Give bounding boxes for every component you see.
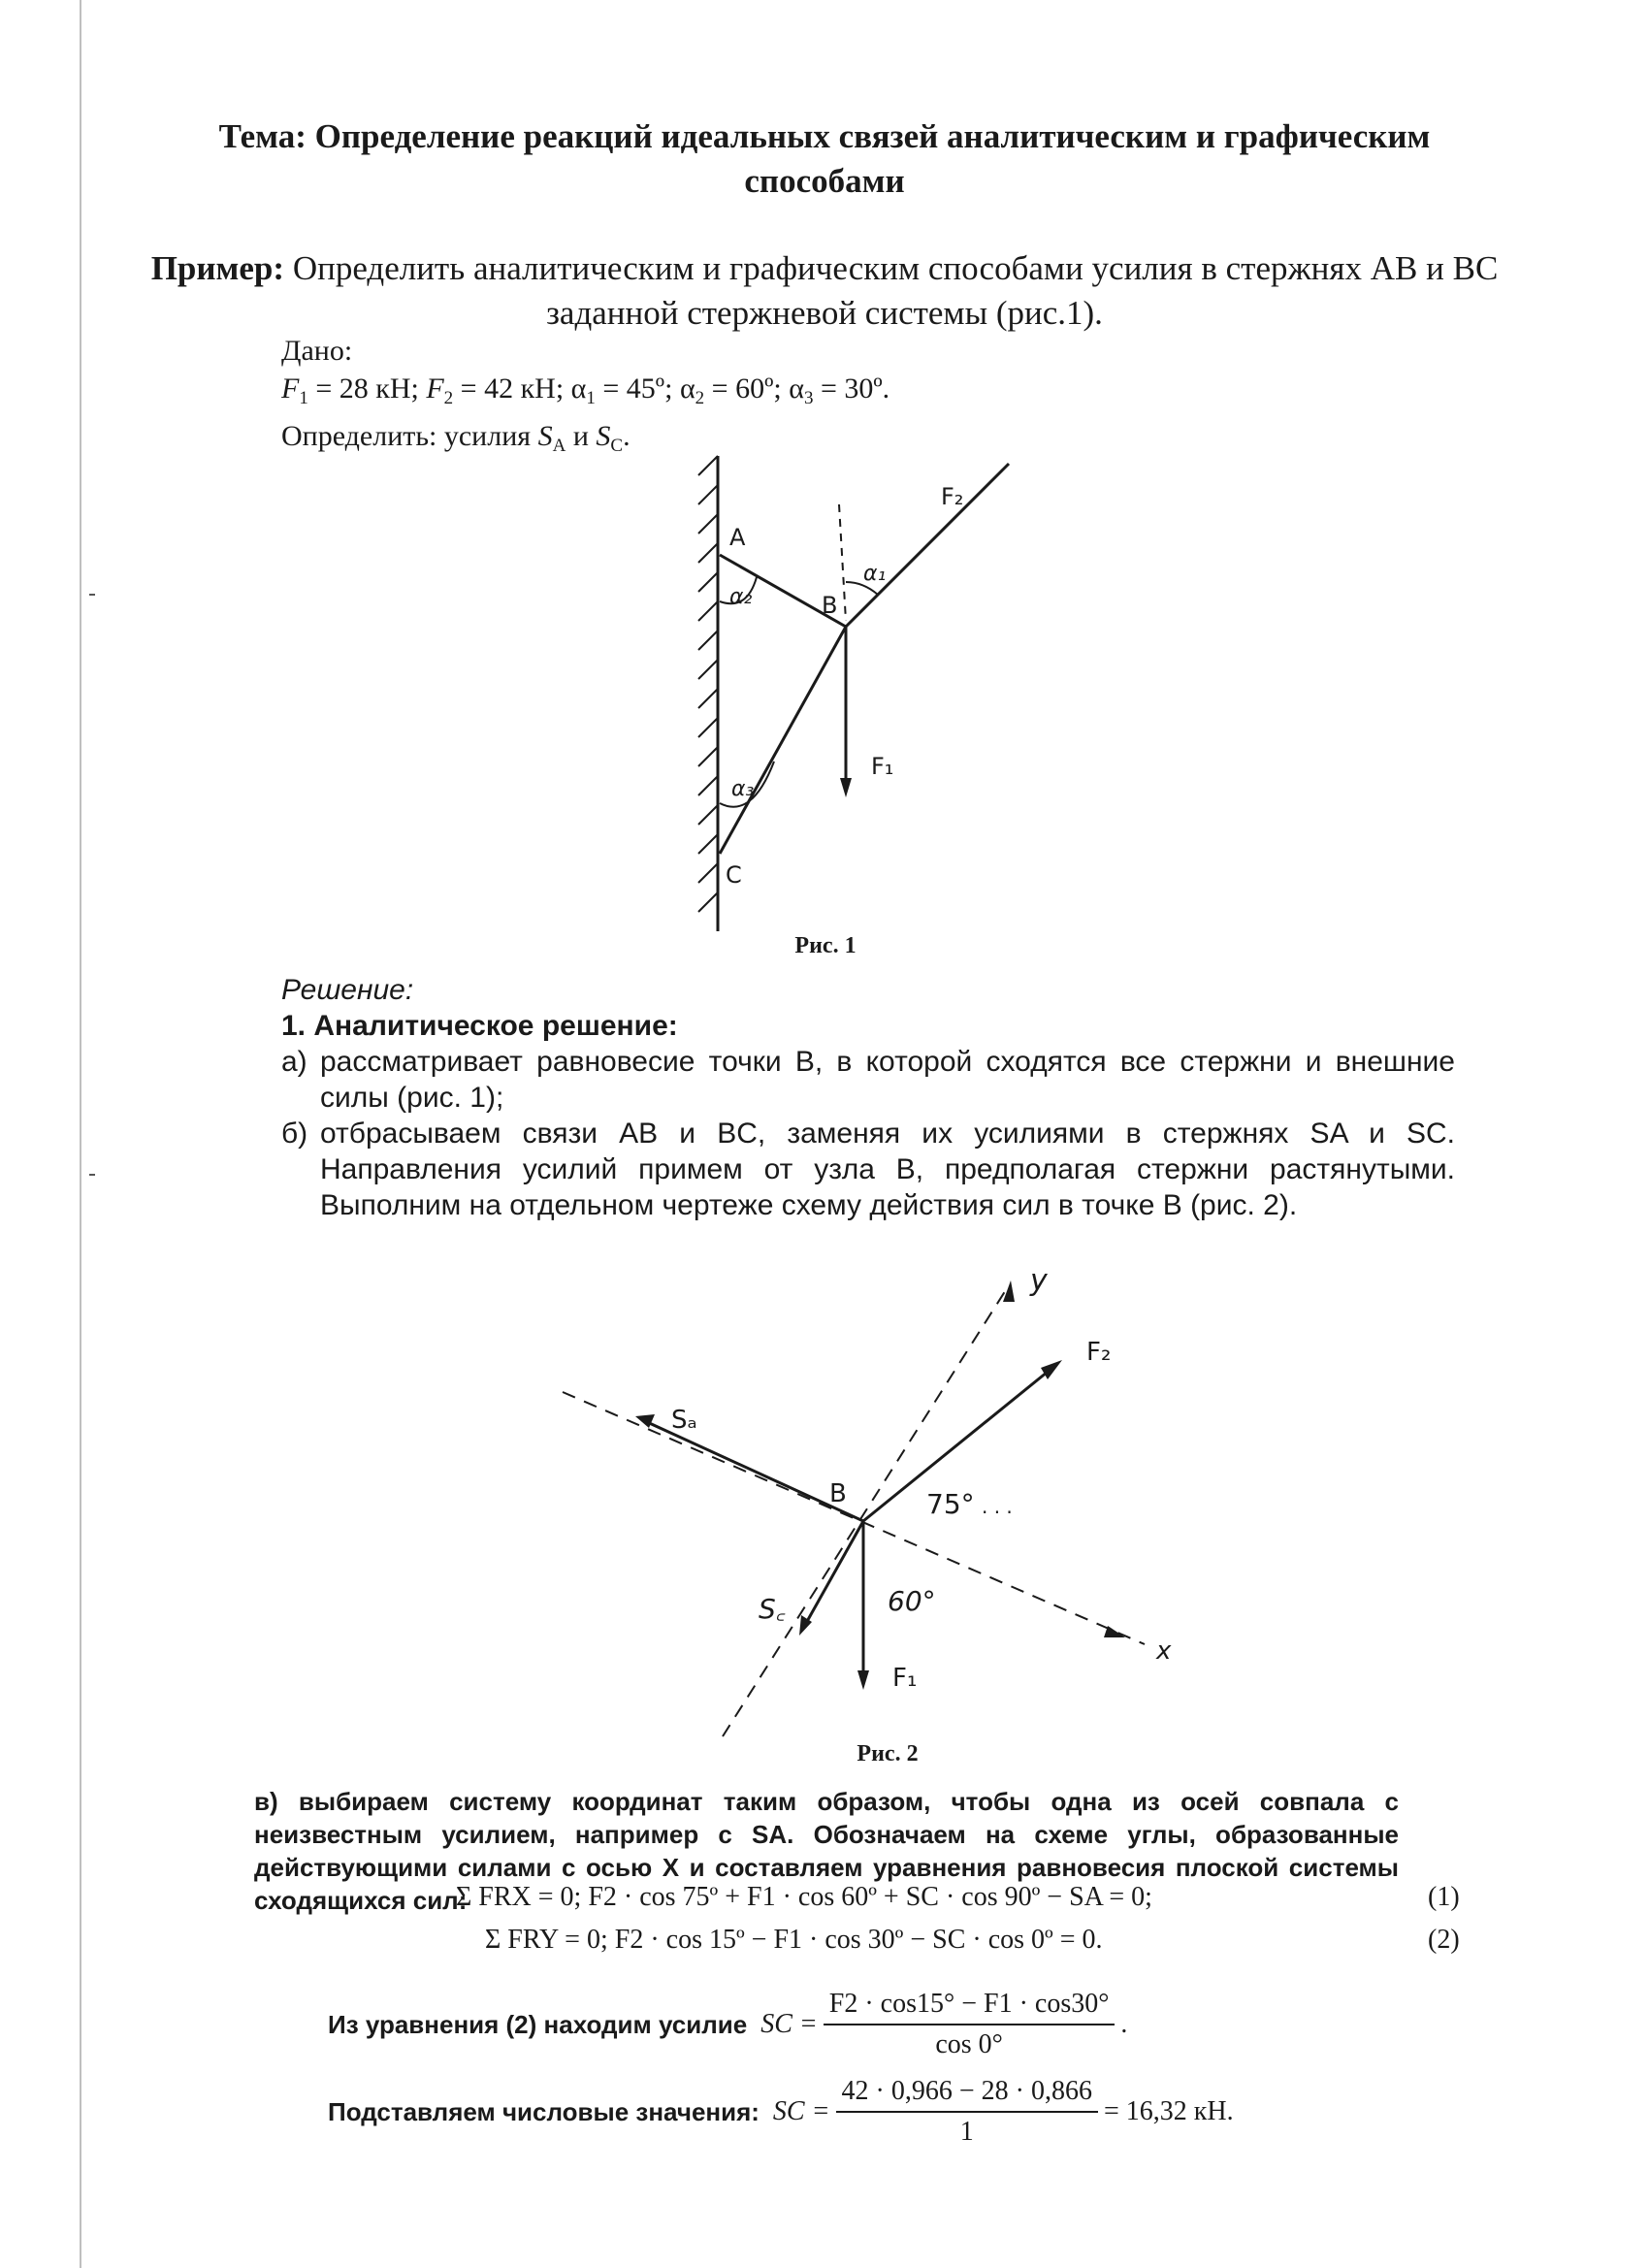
equation-1: Σ FRX = 0; F2 · cos 75º + F1 · cos 60º + SC · cos 90º − SA = 0; [456,1882,1152,1912]
scan-edge-line [80,0,81,2268]
given-label: Дано: [281,335,353,367]
label-c: C [726,861,742,889]
result-1-fraction [824,1989,1116,2060]
label-y: y [1030,1264,1048,1298]
label-f2: F₂ [1086,1338,1112,1367]
figure-1 [669,437,1077,941]
result-2-prefix: Подставляем числовые значения: [328,2096,760,2126]
sa-arrowhead [635,1414,655,1428]
result-1-prefix: Из уравнения (2) находим усилие [328,2009,748,2039]
equation-1-number: (1) [1428,1882,1460,1912]
equation-2-number: (2) [1428,1925,1460,1955]
solution-heading: Решение: [281,974,414,1006]
example-text: Определить аналитическим и графическим способами усилия в стержнях AB и BC заданной стержневой системы (рис.1). [292,249,1499,332]
analytic-heading: 1. Аналитическое решение: [281,1010,678,1042]
label-x: x [1156,1636,1172,1666]
result-1 [328,1989,1127,2060]
result-2 [328,2076,1234,2148]
example-statement [146,246,1504,336]
figure-2 [543,1251,1203,1756]
paragraph-v: в) выбираем систему координат таким образом, чтобы одна из осей совпала с неизвестным усилием, например с SA. Обозначаем на схеме углы, образованные действующими силами с осью X и составляем уравнения равновесия плоской системы сходящихся сил: [254,1787,1399,1915]
force-f2-line [846,464,1009,627]
y-arrowhead [1003,1280,1015,1302]
result-1-suffix: . [1120,2009,1128,2039]
figure-1-caption: Рис. 1 [794,933,857,958]
angle-75-dots: . . . [982,1495,1013,1518]
item-b: б) отбрасываем связи AB и BC, заменяя их усилиями в стержнях SA и SC. Направления усилий примем от узла B, предполагая стержни растянутыми. Выполним на отдельном чертеже схему действия сил в точке B (рис. 2). [281,1118,1455,1221]
result-1-numerator: F2 · cos15° − F1 · cos30° [824,1989,1116,2025]
page-title: Тема: Определение реакций идеальных связей аналитическим и графическим способами [218,117,1431,200]
example-label: Пример: [150,249,285,287]
label-sc: S꜀ [759,1593,786,1625]
scan-mark [89,1174,95,1176]
rod-bc [720,627,846,854]
vertical-dashed [839,504,846,621]
f1-arrowhead [840,778,852,797]
result-2-denominator: 1 [959,2117,974,2147]
label-f2: F₂ [941,483,964,510]
figure-2-caption: Рис. 2 [857,1741,919,1766]
label-b: B [822,592,838,619]
scan-mark [89,594,95,596]
result-2-fraction [836,2076,1098,2148]
label-f1: F₁ [871,753,894,780]
wall-hatching [698,456,718,912]
label-f1: F₁ [892,1664,918,1693]
label-b: B [829,1479,847,1508]
result-1-lhs: SC = [760,2009,818,2039]
given-values: $F_1 = 28$ кН; $F_2 = 42$ кН; $\alpha_1$ = 45º; $\alpha_2$ = 60º; $\alpha_3$ = 30º. [281,373,890,408]
result-1-denominator: cos 0° [935,2029,1003,2059]
angle-75: 75° [926,1488,975,1520]
f2-arrowhead [1041,1360,1062,1379]
equation-2: Σ FRY = 0; F2 · cos 15º − F1 · cos 30º − SC · cos 0º = 0. [485,1925,1103,1955]
label-a1: α₁ [863,562,887,586]
label-a: A [729,524,746,551]
result-2-lhs: SC = [772,2096,830,2126]
label-sa: Sₐ [671,1406,697,1435]
label-a2: α₂ [729,585,753,609]
f1-arrowhead [857,1670,869,1690]
label-a3: α₃ [731,777,755,801]
force-sc-line [805,1521,863,1625]
result-2-suffix: = 16,32 кН. [1103,2096,1234,2126]
result-2-numerator: 42 · 0,966 − 28 · 0,866 [836,2076,1098,2113]
angle-60: 60° [888,1585,936,1617]
item-a: а) рассматривает равновесие точки B, в которой сходятся все стержни и внешние силы (рис. 1); [281,1046,1455,1114]
find-line: Определить: усилия $S_A$ и $S_C$. [281,420,630,456]
